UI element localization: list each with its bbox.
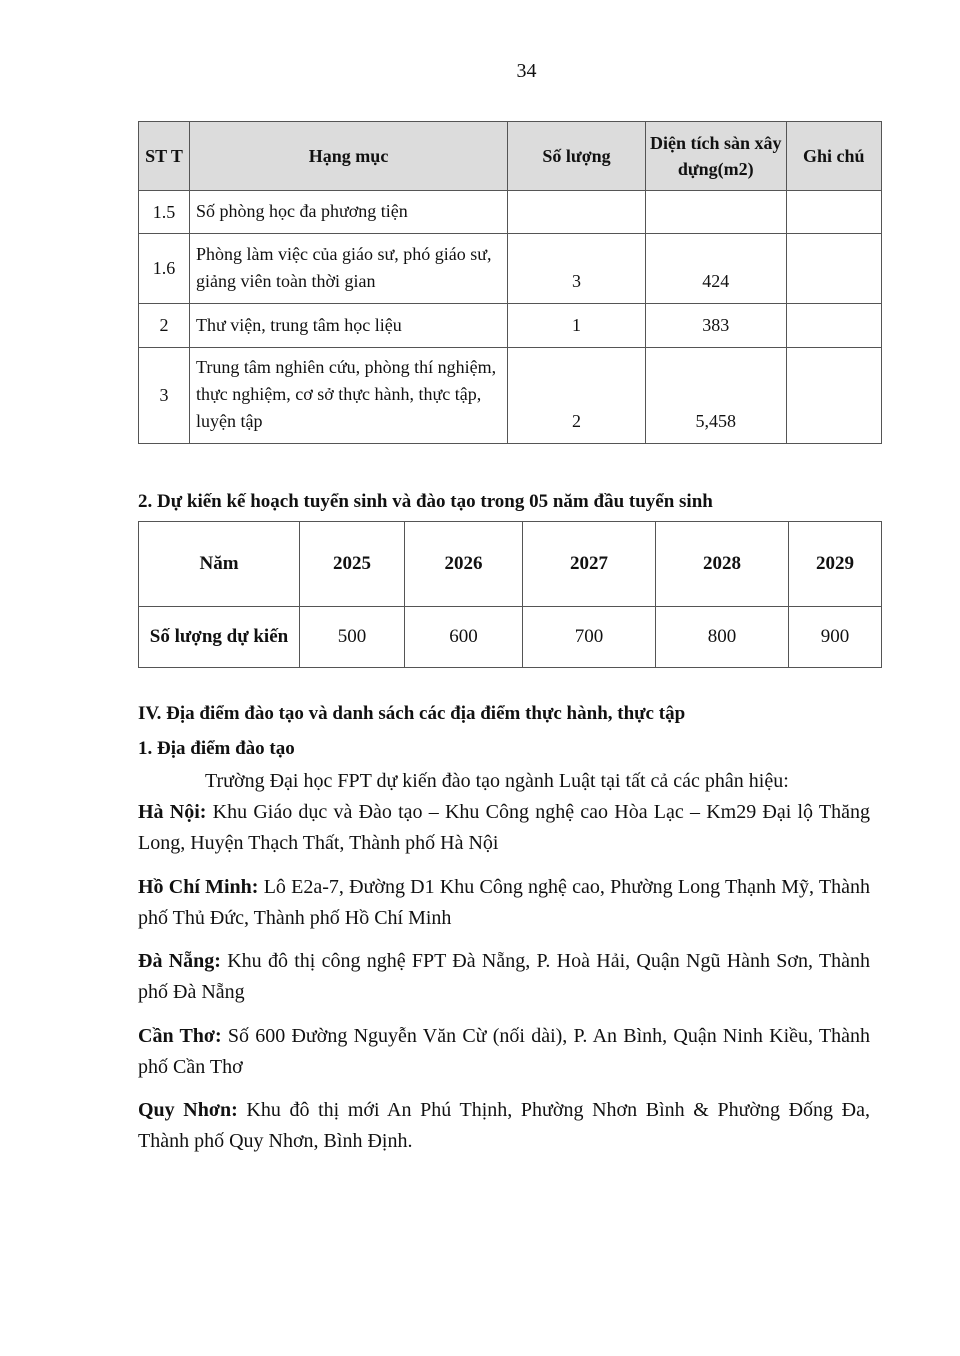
campus-quynhon bbox=[138, 1095, 870, 1157]
row-qty bbox=[508, 191, 646, 234]
header-area: Diện tích sàn xây dựng(m2) bbox=[645, 122, 786, 191]
campus-hanoi bbox=[138, 797, 870, 859]
location-heading: 1. Địa điểm đào tạo bbox=[138, 738, 295, 759]
facility-table bbox=[138, 121, 882, 444]
campus-name: Hồ Chí Minh: bbox=[138, 876, 259, 898]
facility-table-header bbox=[139, 122, 882, 191]
intro-text: Trường Đại học FPT dự kiến đào tạo ngành Luật tại tất cả các phân hiệu: bbox=[205, 770, 789, 792]
campus-hochiminh bbox=[138, 872, 870, 934]
row-note bbox=[786, 191, 881, 234]
plan-value: 900 bbox=[789, 607, 882, 668]
row-area: 424 bbox=[645, 234, 786, 304]
table-row bbox=[139, 191, 882, 234]
row-qty: 2 bbox=[508, 348, 646, 444]
plan-heading: 2. Dự kiến kế hoạch tuyển sinh và đào tạo trong 05 năm đầu tuyển sinh bbox=[138, 491, 713, 512]
header-qty: Số lượng bbox=[508, 122, 646, 191]
header-year: 2026 bbox=[405, 522, 523, 607]
header-item: Hạng mục bbox=[190, 122, 508, 191]
row-area bbox=[645, 191, 786, 234]
plan-table-header bbox=[139, 522, 882, 607]
header-year: 2025 bbox=[300, 522, 405, 607]
table-row bbox=[139, 607, 882, 668]
row-note bbox=[786, 348, 881, 444]
plan-value: 800 bbox=[656, 607, 789, 668]
header-year: 2027 bbox=[523, 522, 656, 607]
header-note: Ghi chú bbox=[786, 122, 881, 191]
row-item: Số phòng học đa phương tiện bbox=[190, 191, 508, 234]
row-stt: 3 bbox=[139, 348, 190, 444]
row-area: 5,458 bbox=[645, 348, 786, 444]
table-row bbox=[139, 304, 882, 348]
plan-value: 700 bbox=[523, 607, 656, 668]
header-year: 2029 bbox=[789, 522, 882, 607]
section-iv-heading: IV. Địa điểm đào tạo và danh sách các địa điểm thực hành, thực tập bbox=[138, 703, 686, 724]
plan-value: 500 bbox=[300, 607, 405, 668]
campus-name: Cần Thơ: bbox=[138, 1025, 222, 1047]
row-stt: 1.6 bbox=[139, 234, 190, 304]
table-row bbox=[139, 348, 882, 444]
campus-name: Quy Nhơn: bbox=[138, 1099, 238, 1121]
campus-address: Lô E2a-7, Đường D1 Khu Công nghệ cao, Phường Long Thạnh Mỹ, Thành phố Thủ Đức, Thành phố Hồ Chí Minh bbox=[138, 876, 870, 929]
enrollment-plan-table bbox=[138, 521, 882, 668]
row-item: Phòng làm việc của giáo sư, phó giáo sư, giảng viên toàn thời gian bbox=[190, 234, 508, 304]
row-area: 383 bbox=[645, 304, 786, 348]
campus-address: Số 600 Đường Nguyễn Văn Cừ (nối dài), P. An Bình, Quận Ninh Kiều, Thành phố Cần Thơ bbox=[138, 1025, 871, 1078]
row-stt: 1.5 bbox=[139, 191, 190, 234]
campus-cantho bbox=[138, 1021, 870, 1083]
row-qty: 3 bbox=[508, 234, 646, 304]
row-label: Số lượng dự kiến bbox=[139, 607, 300, 668]
campus-name: Đà Nẵng: bbox=[138, 950, 221, 972]
campus-address: Khu đô thị công nghệ FPT Đà Nẵng, P. Hoà Hải, Quận Ngũ Hành Sơn, Thành phố Đà Nẵng bbox=[138, 950, 871, 1003]
header-stt: ST T bbox=[139, 122, 190, 191]
campus-name: Hà Nội: bbox=[138, 801, 207, 823]
row-note bbox=[786, 304, 881, 348]
row-qty: 1 bbox=[508, 304, 646, 348]
row-item: Trung tâm nghiên cứu, phòng thí nghiệm, thực nghiệm, cơ sở thực hành, thực tập, luyện tập bbox=[190, 348, 508, 444]
page-number: 34 bbox=[516, 60, 537, 82]
row-note bbox=[786, 234, 881, 304]
row-stt: 2 bbox=[139, 304, 190, 348]
row-item: Thư viện, trung tâm học liệu bbox=[190, 304, 508, 348]
campus-address: Khu Giáo dục và Đào tạo – Khu Công nghệ cao Hòa Lạc – Km29 Đại lộ Thăng Long, Huyện Thạch Thất, Thành phố Hà Nội bbox=[138, 801, 871, 854]
plan-value: 600 bbox=[405, 607, 523, 668]
campus-address: Khu đô thị mới An Phú Thịnh, Phường Nhơn Bình & Phường Đống Đa, Thành phố Quy Nhơn, Bình Định. bbox=[138, 1099, 871, 1152]
campus-danang bbox=[138, 946, 870, 1008]
header-year-label: Năm bbox=[139, 522, 300, 607]
table-row bbox=[139, 234, 882, 304]
header-year: 2028 bbox=[656, 522, 789, 607]
